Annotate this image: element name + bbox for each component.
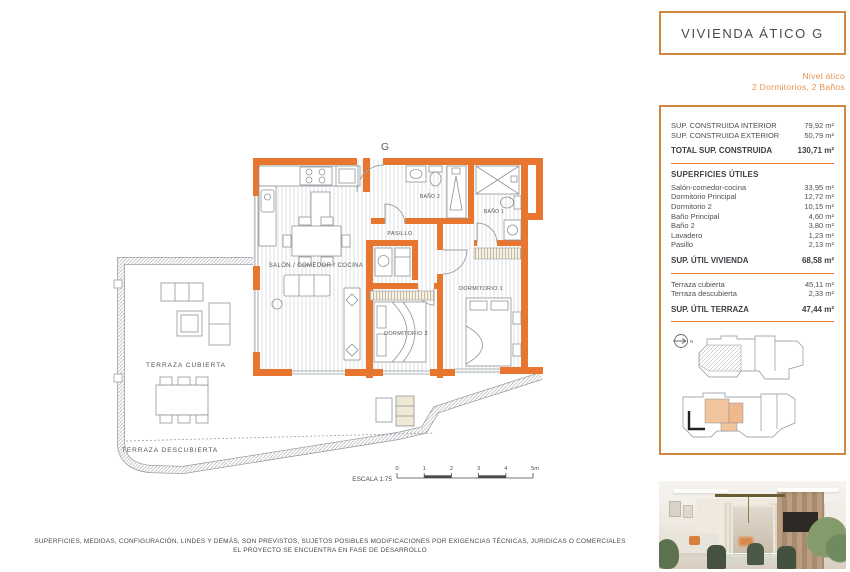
subtitle-level: Nivel ático	[802, 71, 845, 81]
useful-row: Salón-comedor-cocina 33,95 m²	[671, 182, 834, 192]
room-label-dorm1: DORMITORIO 1	[459, 286, 503, 292]
wardrobe-dorm1	[474, 248, 521, 259]
built-row: SUP. CONSTRUIDA INTERIOR 79,92 m²	[671, 121, 834, 130]
room-label-terraza-descubierta: TERRAZA DESCUBIERTA	[121, 447, 219, 454]
subtitle-rooms: 2 Dormitorios, 2 Baños	[751, 82, 845, 92]
photo-chair	[707, 545, 726, 569]
photo-wall-art	[669, 501, 681, 517]
north-label: N	[690, 339, 694, 344]
scale-bar	[352, 466, 539, 483]
scale-tick: 4	[504, 466, 508, 472]
locator-lower-level	[683, 393, 795, 437]
room-label-dorm2: DORMITORIO 2	[384, 331, 428, 337]
photo-wall-art	[683, 505, 693, 518]
scale-label: ESCALA 1:75	[352, 476, 392, 483]
photo-pendant-lamp	[715, 494, 785, 497]
scale-tick: 1	[422, 466, 426, 472]
disclaimer-line1: SUPERFICIES, MEDIDAS, CONFIGURACIÓN, LINDES Y DEMÁS, SON PREVISTOS, SUJETOS POSIBLES MODIFICACIONES POR EXIGENCIAS TÉCNICAS, JURIDICAS O COMERCIALES	[34, 538, 626, 545]
divider	[671, 163, 834, 164]
useful-row: Baño Principal 4,60 m²	[671, 211, 834, 221]
photo-chair	[747, 543, 764, 565]
tv-unit	[344, 288, 360, 360]
photo-chair	[777, 546, 796, 569]
room-label-bano1: BAÑO 1	[483, 209, 505, 215]
useful-row: Dormitorio Principal 12,72 m²	[671, 192, 834, 202]
terrace-total-row: SUP. ÚTIL TERRAZA 47,44 m²	[671, 304, 834, 314]
page-title-text: VIVIENDA ÁTICO G	[681, 25, 824, 41]
divider	[671, 273, 834, 274]
useful-row: Baño 2 3,80 m²	[671, 221, 834, 231]
useful-total-row: SUP. ÚTIL VIVIENDA 68,58 m²	[671, 255, 834, 265]
room-label-terraza-cubierta: TERRAZA CUBIERTA	[145, 362, 227, 369]
built-total-row: TOTAL SUP. CONSTRUIDA 130,71 m²	[671, 146, 834, 156]
disclaimer	[0, 538, 660, 555]
useful-row: Lavadero 1,23 m²	[671, 230, 834, 240]
scale-tick: 0	[395, 466, 399, 472]
photo-ceiling-light	[777, 488, 839, 492]
terrace-row: Terraza cubierta 45,11 m²	[671, 279, 834, 289]
photo-plant-foreground	[659, 539, 679, 569]
interior-render-photo	[659, 481, 846, 569]
plan-unit-label: G	[380, 141, 392, 153]
building-locator	[669, 331, 837, 449]
scale-tick: 2	[449, 466, 453, 472]
useful-row: Pasillo 2,13 m²	[671, 240, 834, 250]
room-label-salon: SALÓN / COMEDOR / COCINA	[268, 263, 364, 269]
surfaces-panel	[659, 105, 846, 455]
divider	[671, 321, 834, 322]
subtitle	[595, 71, 845, 93]
photo-ceiling-light	[673, 489, 728, 493]
locator-upper-level	[699, 336, 803, 379]
north-arrow-icon	[673, 335, 693, 348]
wardrobe-dorm2	[370, 291, 434, 300]
scale-tick: 5m	[531, 466, 539, 472]
terrace-row: Terraza descubierta 2,33 m²	[671, 289, 834, 299]
photo-cushion	[689, 536, 700, 545]
scale-tick: 3	[477, 466, 481, 472]
disclaimer-line2: EL PROYECTO SE ENCUENTRA EN FASE DE DESARROLLO	[233, 546, 427, 554]
room-label-pasillo: PASILLO	[387, 231, 413, 237]
built-row: SUP. CONSTRUIDA EXTERIOR 50,79 m²	[671, 130, 834, 140]
useful-heading: SUPERFICIES ÚTILES	[671, 169, 759, 179]
useful-row: Dormitorio 2 10,15 m²	[671, 201, 834, 211]
page-title	[659, 11, 846, 55]
room-label-bano2: BAÑO 2	[419, 194, 441, 200]
